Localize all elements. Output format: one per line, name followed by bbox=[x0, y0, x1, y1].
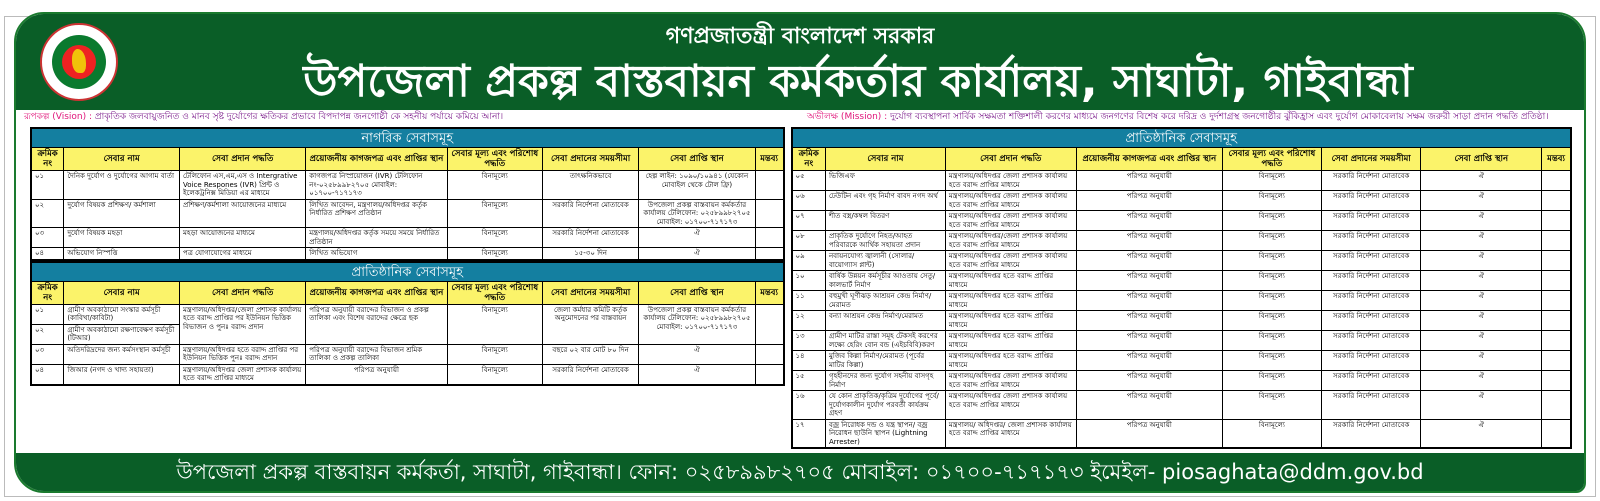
column-header-method: সেবা প্রদান পদ্ধতি bbox=[180, 281, 306, 304]
cell-method: মন্ত্রণালয়/অধিদপ্তর জেলা প্রশাসক কার্যালয় হতে বরাদ্দ প্রাপ্তির মাধ্যমে bbox=[945, 191, 1076, 211]
cell-name: শীত বস্ত্র/কম্বল বিতরণ bbox=[825, 211, 945, 231]
cell-cost: বিনামূল্যে bbox=[1222, 231, 1321, 251]
column-header-time: সেবা প্রদানের সময়সীমা bbox=[1321, 148, 1421, 171]
column-header-place: সেবা প্রাপ্তি স্থান bbox=[639, 148, 755, 171]
cell-cost: বিনামূল্যে bbox=[447, 199, 542, 228]
cell-name: জিআর (নগদ ও খাদ্য সহায়তা) bbox=[64, 364, 180, 384]
section-title: নাগরিক সেবাসমূহ bbox=[31, 128, 784, 147]
cell-place: ঐ bbox=[1421, 419, 1542, 448]
table-row bbox=[32, 304, 784, 324]
column-header-method: সেবা প্রদান পদ্ধতি bbox=[180, 148, 306, 171]
cell-cost: বিনামূল্যে bbox=[1222, 251, 1321, 271]
table-row bbox=[792, 419, 1570, 448]
cell-sl: ১৩ bbox=[792, 331, 825, 351]
cell-method: মন্ত্রণালয়/অধিদপ্তর জেলা প্রশাসক কার্যালয় হতে বরাদ্দ প্রাপ্তির মাধ্যমে bbox=[945, 371, 1076, 391]
office-title: উপজেলা প্রকল্প বাস্তবায়ন কর্মকর্তার কার্যালয়, সাঘাটা, গাইবান্ধা bbox=[303, 56, 1413, 107]
column-header-cost: সেবার মূল্য এবং পরিশোধ পদ্ধতি bbox=[1222, 148, 1321, 171]
cell-remark bbox=[1542, 171, 1571, 191]
cell-place: ঐ bbox=[639, 364, 755, 384]
column-header-remark: মন্তব্য bbox=[755, 281, 783, 304]
cell-docs: পরিপত্র অনুযায়ী bbox=[1076, 191, 1222, 211]
cell-place: ঐ bbox=[1421, 271, 1542, 291]
cell-remark bbox=[1542, 351, 1571, 371]
mission-text: দুর্যোগ ব্যবস্থাপনা সার্বিক সক্ষমতা শক্তিশালী করণের মাধ্যমে জনগণের বিশেষ করে দরিদ্র ও দুর্দশাগ্রস্থ জনগোষ্ঠীর ঝুঁকিহ্রাস এবং দুর্যোগ মোকাবেলায় সক্ষম জরুরী সাড়া প্রদান পদ্ধতি প্রতিষ্ঠা। bbox=[887, 112, 1549, 122]
institutional-services-table bbox=[792, 147, 1571, 448]
citizen-services-table bbox=[31, 147, 784, 260]
cell-method: টেলিফোন এস,এম,এস ও Intergrative Voice Respones (IVR) প্রিন্ট ও ইলেকট্রনিক্স মিডিয়া এর মাধ্যমে bbox=[180, 171, 306, 200]
cell-time: সরকারি নির্দেশনা মোতাবেক bbox=[1321, 211, 1421, 231]
cell-place: ঐ bbox=[1421, 171, 1542, 191]
column-header-name: সেবার নাম bbox=[64, 281, 180, 304]
cell-name: দৈনিক দুর্যোগ ও দুর্যোগের আগাম বার্তা bbox=[64, 171, 180, 200]
table-row bbox=[792, 171, 1570, 191]
column-header-time: সেবা প্রদানের সময়সীমা bbox=[543, 281, 639, 304]
cell-time: বছরে ০২ বার মোট ৮০ দিন bbox=[543, 344, 639, 364]
cell-place: উপজেলা প্রকল্প বাস্তবায়ন কর্মকর্তার কার্যালয় টেলিফোন: ০২৫৮৯৯৮২৭০৫ মোবাইল: ০১৭০০-৭১৭১৭৩ bbox=[639, 199, 755, 228]
column-header-row bbox=[32, 281, 784, 304]
cell-remark bbox=[755, 304, 783, 344]
column-header-remark: মন্তব্য bbox=[1542, 148, 1571, 171]
column-header-name: সেবার নাম bbox=[825, 148, 945, 171]
cell-docs: পরিপত্র অনুযায়ী bbox=[1076, 211, 1222, 231]
cell-cost: বিনামূল্যে bbox=[1222, 331, 1321, 351]
cell-method: মন্ত্রণালয়/অধিদপ্তর হতে বরাদ্দ প্রাপ্তির মাধ্যমে bbox=[945, 291, 1076, 311]
cell-cost: বিনামূল্যে bbox=[1222, 291, 1321, 311]
cell-cost: বিনামূল্যে bbox=[1222, 211, 1321, 231]
cell-docs: পরিপত্র অনুযায়ী bbox=[1076, 231, 1222, 251]
cell-name: গ্রামীণ অবকাঠামো সংস্কার কর্মসূচী (কাবিখা/কাবিটা) bbox=[64, 304, 180, 324]
cell-method: মন্ত্রণালয়/অধিদপ্তর/জেলা প্রশাসক কার্যালয় হতে বরাদ্দ প্রাপ্তির মাধ্যমে bbox=[945, 231, 1076, 251]
cell-time: সরকারি নির্দেশনা মোতাবেক bbox=[543, 199, 639, 228]
cell-remark bbox=[1542, 211, 1571, 231]
cell-remark bbox=[1542, 271, 1571, 291]
cell-cost: বিনামূল্যে bbox=[1222, 419, 1321, 448]
column-header-sl: ক্রমিক নং bbox=[32, 148, 64, 171]
cell-docs: পরিপত্র অনুযায়ী bbox=[1076, 291, 1222, 311]
cell-name: অতিদরিদ্রদের জন্য কর্মসংস্থান কর্মসূচী bbox=[64, 344, 180, 364]
cell-remark bbox=[1542, 311, 1571, 331]
left-column bbox=[30, 127, 785, 386]
institutional-services-table bbox=[31, 281, 784, 385]
cell-time: সরকারি নির্দেশনা মোতাবেক bbox=[1321, 251, 1421, 271]
cell-cost: বিনামূল্যে bbox=[1222, 391, 1321, 420]
cell-name: গৃহহীনদের জন্য দুর্যোগ সহনীয় বাসগৃহ নির্মাণ bbox=[825, 371, 945, 391]
institutional-services-right-section bbox=[791, 127, 1572, 449]
cell-time: ১৫-৩০ দিন bbox=[543, 248, 639, 260]
cell-time: সরকারি নির্দেশনা মোতাবেক bbox=[1321, 191, 1421, 211]
cell-time: সরকারি নির্দেশনা মোতাবেক bbox=[1321, 171, 1421, 191]
cell-docs: পরিপত্র অনুযায়ী bbox=[1076, 271, 1222, 291]
cell-sl: ০২ bbox=[32, 199, 64, 228]
table-row bbox=[792, 311, 1570, 331]
cell-docs: পরিপত্র অনুযায়ী bbox=[1076, 311, 1222, 331]
column-header-place: সেবা প্রাপ্তি স্থান bbox=[1421, 148, 1542, 171]
cell-place: ঐ bbox=[1421, 331, 1542, 351]
column-header-row bbox=[792, 148, 1570, 171]
cell-remark bbox=[1542, 419, 1571, 448]
column-header-place: সেবা প্রাপ্তি স্থান bbox=[639, 281, 755, 304]
cell-time: সরকারি নির্দেশনা মোতাবেক bbox=[1321, 311, 1421, 331]
cell-docs: পরিপত্র অনুযায়ী bbox=[306, 364, 447, 384]
column-header-docs: প্রয়োজনীয় কাগজপত্র এবং প্রাপ্তির স্থান bbox=[1076, 148, 1222, 171]
cell-docs: পরিপত্র অনুযায়ী bbox=[1076, 391, 1222, 420]
cell-docs: মন্ত্রণালয়/অধিদপ্তর কর্তৃক সময়ে সময়ে নির্ধারিত প্রতিষ্ঠান bbox=[306, 228, 447, 248]
cell-sl: ০৩ bbox=[32, 228, 64, 248]
cell-cost: বিনামূল্যে bbox=[1222, 171, 1321, 191]
table-row bbox=[792, 231, 1570, 251]
cell-place: ঐ bbox=[639, 248, 755, 260]
cell-docs: পরিপত্র অনুযায়ী bbox=[1076, 419, 1222, 448]
column-header-sl: ক্রমিক নং bbox=[792, 148, 825, 171]
cell-cost: বিনামূল্যে bbox=[1222, 371, 1321, 391]
cell-name: বন্যা আশ্রয়ন কেন্দ্র নির্মাণ/মেরামত bbox=[825, 311, 945, 331]
cell-remark bbox=[1542, 231, 1571, 251]
cell-sl: ০৪ bbox=[32, 364, 64, 384]
cell-name: ভিজিএফ bbox=[825, 171, 945, 191]
cell-remark bbox=[755, 344, 783, 364]
main-content bbox=[16, 125, 1584, 453]
cell-remark bbox=[755, 171, 783, 200]
cell-name: বহুমুখী ঘূর্ণীঝড় আশ্রয়ন কেন্দ্র নির্মাণ/মেরামত bbox=[825, 291, 945, 311]
cell-name: অভিযোগ নিস্পত্তি bbox=[64, 248, 180, 260]
cell-docs: লিখিত আবেদন, মন্ত্রণালয়/অধিদপ্তর কর্তৃক নির্ধারিত প্রশিক্ষণ প্রতিষ্ঠান bbox=[306, 199, 447, 228]
citizen-services-section bbox=[30, 127, 785, 261]
table-row bbox=[792, 371, 1570, 391]
cell-cost: বিনামূল্যে bbox=[1222, 311, 1321, 331]
cell-sl: ০৪ bbox=[32, 248, 64, 260]
cell-place: উপজেলা প্রকল্প বাস্তবায়ন কর্মকর্তার কার্যালয় টেলিফোন: ০২৫৮৯৯৮২৭০৫ মোবাইল: ০১৭০০-৭১৭১৭৩ bbox=[639, 304, 755, 344]
cell-name: মুজিব কিল্লা নির্মাণ/মেরামত (পূর্বের মাটির কিল্লা) bbox=[825, 351, 945, 371]
cell-sl: ১০ bbox=[792, 271, 825, 291]
column-header-docs: প্রয়োজনীয় কাগজপত্র এবং প্রাপ্তির স্থান bbox=[306, 148, 447, 171]
cell-method: মহড়া আয়োজনের মাধ্যমে bbox=[180, 228, 306, 248]
column-header-method: সেবা প্রদান পদ্ধতি bbox=[945, 148, 1076, 171]
cell-cost: বিনামূল্যে bbox=[447, 248, 542, 260]
cell-place: ঐ bbox=[1421, 391, 1542, 420]
cell-cost: বিনামূল্যে bbox=[1222, 191, 1321, 211]
cell-time: সরকারি নির্দেশনা মোতাবেক bbox=[1321, 351, 1421, 371]
cell-remark bbox=[755, 364, 783, 384]
column-header-sl: ক্রমিক নং bbox=[32, 281, 64, 304]
cell-time: সরকারি নির্দেশনা মোতাবেক bbox=[1321, 391, 1421, 420]
cell-remark bbox=[1542, 291, 1571, 311]
cell-sl: ১২ bbox=[792, 311, 825, 331]
cell-sl: ০৭ bbox=[792, 211, 825, 231]
cell-docs: কাগজপত্র নিস্প্রয়োজন (IVR) টেলিফোন নং-০২৫৮৯৯৮২৭০৫ মোবাইল: ০১৭০০-৭১৭১৭৩ bbox=[306, 171, 447, 200]
cell-method: মন্ত্রণালয়/অধিদপ্তর জেলা প্রশাসক কার্যালয় হতে বরাদ্দ প্রাপ্তির মাধ্যমে bbox=[945, 171, 1076, 191]
cell-docs: পরিপত্র অনুযায়ী bbox=[1076, 351, 1222, 371]
cell-method: মন্ত্রণালয়/অধিদপ্তর জেলা প্রশাসক কার্যালয় হতে বরাদ্দ প্রাপ্তির মাধ্যমে bbox=[945, 251, 1076, 271]
table-row bbox=[792, 291, 1570, 311]
cell-time: তাৎক্ষনিকভাবে bbox=[543, 171, 639, 200]
table-row bbox=[32, 364, 784, 384]
government-name: গণপ্রজাতন্ত্রী বাংলাদেশ সরকার bbox=[665, 24, 935, 49]
cell-place: ঐ bbox=[1421, 231, 1542, 251]
cell-name: দুর্যোগ বিষয়ক মহড়া bbox=[64, 228, 180, 248]
cell-method: মন্ত্রণালয়/অধিদপ্তর হতে বরাদ্দ প্রাপ্তির মাধ্যমে bbox=[945, 271, 1076, 291]
table-row bbox=[32, 344, 784, 364]
cell-sl: ০৮ bbox=[792, 231, 825, 251]
cell-remark bbox=[1542, 251, 1571, 271]
table-row bbox=[792, 191, 1570, 211]
mission-label: অভীলক্ষ (Mission) : bbox=[807, 112, 888, 122]
cell-place: ঐ bbox=[639, 228, 755, 248]
section-title: প্রাতিষ্ঠানিক সেবাসমূহ bbox=[792, 128, 1571, 147]
cell-remark bbox=[755, 228, 783, 248]
cell-place: ঐ bbox=[1421, 251, 1542, 271]
cell-method: প্রশিক্ষণ/কর্মশালা আয়োজনের মাধ্যমে bbox=[180, 199, 306, 228]
cell-sl: ০৩ bbox=[32, 344, 64, 364]
cell-cost: বিনামূল্যে bbox=[447, 344, 542, 364]
cell-docs: পরিপত্র অনুযায়ী bbox=[1076, 251, 1222, 271]
column-header-cost: সেবার মূল্য এবং পরিশোধ পদ্ধতি bbox=[447, 281, 542, 304]
table-row bbox=[792, 351, 1570, 371]
cell-place: ঐ bbox=[1421, 371, 1542, 391]
cell-time: জেলা কর্মধার কমিটি কর্তৃক অনুমোদনের পর বাস্তবায়ন bbox=[543, 304, 639, 344]
table-row bbox=[792, 251, 1570, 271]
cell-cost: বিনামূল্যে bbox=[447, 228, 542, 248]
table-row bbox=[792, 391, 1570, 420]
cell-cost: বিনামূল্যে bbox=[447, 171, 542, 200]
cell-method: মন্ত্রণালয়/ অধিদপ্তর/ জেলা প্রশাসক কার্যালয় হতে বরাদ্দ প্রাপ্তির মাধ্যমে bbox=[945, 419, 1076, 448]
cell-name: ঢেউটিন এবং গৃহ নির্মাণ বাবদ নগদ অর্থ bbox=[825, 191, 945, 211]
vision-label: রূপকল্প (Vision) : bbox=[24, 112, 93, 122]
cell-place: ঐ bbox=[1421, 291, 1542, 311]
column-header-cost: সেবার মূল্য এবং পরিশোধ পদ্ধতি bbox=[447, 148, 542, 171]
cell-name: যে কোন প্রাকৃতিক/কৃত্রিম দুর্যোগের পূর্বে/দুর্যোগকালীন দুর্যোগ পরবর্তী কার্যক্রম গ্রহণ bbox=[825, 391, 945, 420]
cell-time: সরকারি নির্দেশনা মোতাবেক bbox=[1321, 291, 1421, 311]
cell-place: ঐ bbox=[1421, 351, 1542, 371]
cell-sl: ১১ bbox=[792, 291, 825, 311]
cell-docs: পরিপত্র অনুযায়ী bbox=[1076, 171, 1222, 191]
cell-method: মন্ত্রণালয়/অধিদপ্তর হতে বরাদ্দ প্রাপ্তির মাধ্যমে bbox=[945, 331, 1076, 351]
content-border bbox=[14, 12, 1586, 493]
cell-method: মন্ত্রণালয়/অধিদপ্তর হতে বরাদ্দ প্রাপ্তির পর ইউনিয়ন ভিত্তিক পুনঃ বরাদ্দ প্রদান bbox=[180, 344, 306, 364]
cell-docs: পরিপত্র অনুযায়ী বরাদ্দের বিভাজন ও প্রকল্প তালিকা এবং বিশেষ বরাদ্দের ক্ষেত্রে ছক bbox=[306, 304, 447, 344]
cell-time: সরকারি নির্দেশনা মোতাবেক bbox=[543, 228, 639, 248]
cell-sl: ০৫ bbox=[792, 171, 825, 191]
institutional-services-left-section bbox=[30, 261, 785, 386]
table-row bbox=[32, 199, 784, 228]
cell-sl: ০১ bbox=[32, 304, 64, 324]
cell-remark bbox=[1542, 391, 1571, 420]
cell-docs: পরিপত্র অনুযায়ী বরাদ্দের বিভাজন শ্রমিক তালিকা ও প্রকল্প তালিকা bbox=[306, 344, 447, 364]
cell-remark bbox=[1542, 331, 1571, 351]
cell-method: মন্ত্রণালয়/অধিদপ্তর হতে বরাদ্দ প্রাপ্তির মাধ্যমে bbox=[945, 351, 1076, 371]
cell-name: নবায়নযোগ্য জ্বালানী (সোলার/বায়োগ্যাস প্লান্ট) bbox=[825, 251, 945, 271]
cell-sl: ১৪ bbox=[792, 351, 825, 371]
cell-time: সরকারি নির্দেশনা মোতাবেক bbox=[1321, 419, 1421, 448]
footer-contact: উপজেলা প্রকল্প বাস্তবায়ন কর্মকর্তা, সাঘাটা, গাইবান্ধা। ফোন: ০২৫৮৯৯৮২৭০৫ মোবাইল: ০১৭০০-৭১৭১৭৩ ইমেইল- piosaghata@ddm.gov.bd bbox=[16, 453, 1584, 491]
table-row bbox=[32, 171, 784, 200]
cell-cost: বিনামূল্যে bbox=[447, 304, 542, 344]
table-row bbox=[792, 271, 1570, 291]
cell-place: ঐ bbox=[639, 344, 755, 364]
cell-remark bbox=[1542, 191, 1571, 211]
cell-method: মন্ত্রণালয়/অধিদপ্তর হতে বরাদ্দ প্রাপ্তির মাধ্যমে bbox=[945, 311, 1076, 331]
cell-sl: ১৬ bbox=[792, 391, 825, 420]
cell-name: বজ্র নিরোধক দন্ড ও যন্ত্র স্থাপন/ বজ্র নিরোধন ছাউনি স্থাপন (Lightning Arrester) bbox=[825, 419, 945, 448]
cell-time: সরকারি নির্দেশনা মোতাবেক bbox=[1321, 371, 1421, 391]
cell-method: মন্ত্রণালয়/অধিদপ্তর/জেলা প্রশাসক কার্যালয় হতে বরাদ্দ প্রাপ্তির পর ইউনিয়ন ভিত্তিক বিভাজন ও পুনঃ বরাদ্দ প্রদান bbox=[180, 304, 306, 344]
cell-place: ঐ bbox=[1421, 311, 1542, 331]
table-row bbox=[792, 331, 1570, 351]
cell-sl: ০২ bbox=[32, 324, 64, 344]
cell-time: সরকারি নির্দেশনা মোতাবেক bbox=[543, 364, 639, 384]
table-row bbox=[32, 228, 784, 248]
section-title: প্রাতিষ্ঠানিক সেবাসমূহ bbox=[31, 262, 784, 281]
cell-sl: ০৬ bbox=[792, 191, 825, 211]
cell-name: গ্রামীণ মাটির রাস্তা সমূহ টেকসই করণের লক্ষ্যে হেরিং বোন বন্ড (এইচবিবি)করণ bbox=[825, 331, 945, 351]
cell-method: মন্ত্রণালয়/অধিদপ্তর জেলা প্রশাসক কার্যালয় হতে বরাদ্দ প্রাপ্তির মাধ্যমে bbox=[180, 364, 306, 384]
cell-place: হেল্প লাইন: ১০৯০/১০৯৪১ (যেকোন মোবাইল থেকে টোল ফ্রি) bbox=[639, 171, 755, 200]
cell-time: সরকারি নির্দেশনা মোতাবেক bbox=[1321, 231, 1421, 251]
cell-name: বার্ষিক উন্নয়ন কর্মসূচীর আওতায় সেতু/কালভার্ট নির্মাণ bbox=[825, 271, 945, 291]
right-column bbox=[791, 127, 1572, 449]
cell-docs: পরিপত্র অনুযায়ী bbox=[1076, 331, 1222, 351]
cell-place: ঐ bbox=[1421, 211, 1542, 231]
cell-remark bbox=[755, 248, 783, 260]
cell-name: প্রাকৃতিক দুর্যোগে নিহত/আহত পরিবারকে আর্থিক সহায়তা প্রদান bbox=[825, 231, 945, 251]
cell-cost: বিনামূল্যে bbox=[1222, 351, 1321, 371]
vision-text: প্রাকৃতিক জলবায়ুজনিত ও মানব সৃষ্ট দুর্যোগের ক্ষতিকর প্রভাবে বিপদাপন্ন জনগোষ্ঠী কে সহনীয় পর্যায়ে কমিয়ে আনা। bbox=[92, 112, 504, 122]
cell-time: সরকারি নির্দেশনা মোতাবেক bbox=[1321, 331, 1421, 351]
column-header-name: সেবার নাম bbox=[64, 148, 180, 171]
table-row bbox=[32, 248, 784, 260]
cell-sl: ০১ bbox=[32, 171, 64, 200]
column-header-row bbox=[32, 148, 784, 171]
cell-place: ঐ bbox=[1421, 191, 1542, 211]
cell-docs: পরিপত্র অনুযায়ী bbox=[1076, 371, 1222, 391]
table-row bbox=[792, 211, 1570, 231]
cell-remark bbox=[755, 199, 783, 228]
cell-method: মন্ত্রণালয়/অধিদপ্তর জেলা প্রশাসক কার্যালয় হতে বরাদ্দ প্রাপ্তির মাধ্যমে bbox=[945, 391, 1076, 420]
header-banner bbox=[16, 14, 1584, 110]
cell-remark bbox=[1542, 371, 1571, 391]
cell-sl: ০৯ bbox=[792, 251, 825, 271]
cell-name: গ্রামীণ অবকাঠামো রক্ষণাবেক্ষণ কর্মসূচী (টিআর) bbox=[64, 324, 180, 344]
cell-method: মন্ত্রণালয়/অধিদপ্তর জেলা প্রশাসক কার্যালয় হতে বরাদ্দ প্রাপ্তির মাধ্যমে bbox=[945, 211, 1076, 231]
cell-name: দুর্যোগ বিষয়ক প্রশিক্ষণ/ কর্মশালা bbox=[64, 199, 180, 228]
cell-cost: বিনামূল্যে bbox=[447, 364, 542, 384]
cell-sl: ১৭ bbox=[792, 419, 825, 448]
column-header-time: সেবা প্রদানের সময়সীমা bbox=[543, 148, 639, 171]
cell-sl: ১৫ bbox=[792, 371, 825, 391]
cell-cost: বিনামূল্যে bbox=[1222, 271, 1321, 291]
cell-method: পত্র যোগাযোগের মাধ্যমে bbox=[180, 248, 306, 260]
cell-docs: লিখিত অভিযোগ bbox=[306, 248, 447, 260]
column-header-remark: মন্তব্য bbox=[755, 148, 783, 171]
column-header-docs: প্রয়োজনীয় কাগজপত্র এবং প্রাপ্তির স্থান bbox=[306, 281, 447, 304]
cell-time: সরকারি নির্দেশনা মোতাবেক bbox=[1321, 271, 1421, 291]
